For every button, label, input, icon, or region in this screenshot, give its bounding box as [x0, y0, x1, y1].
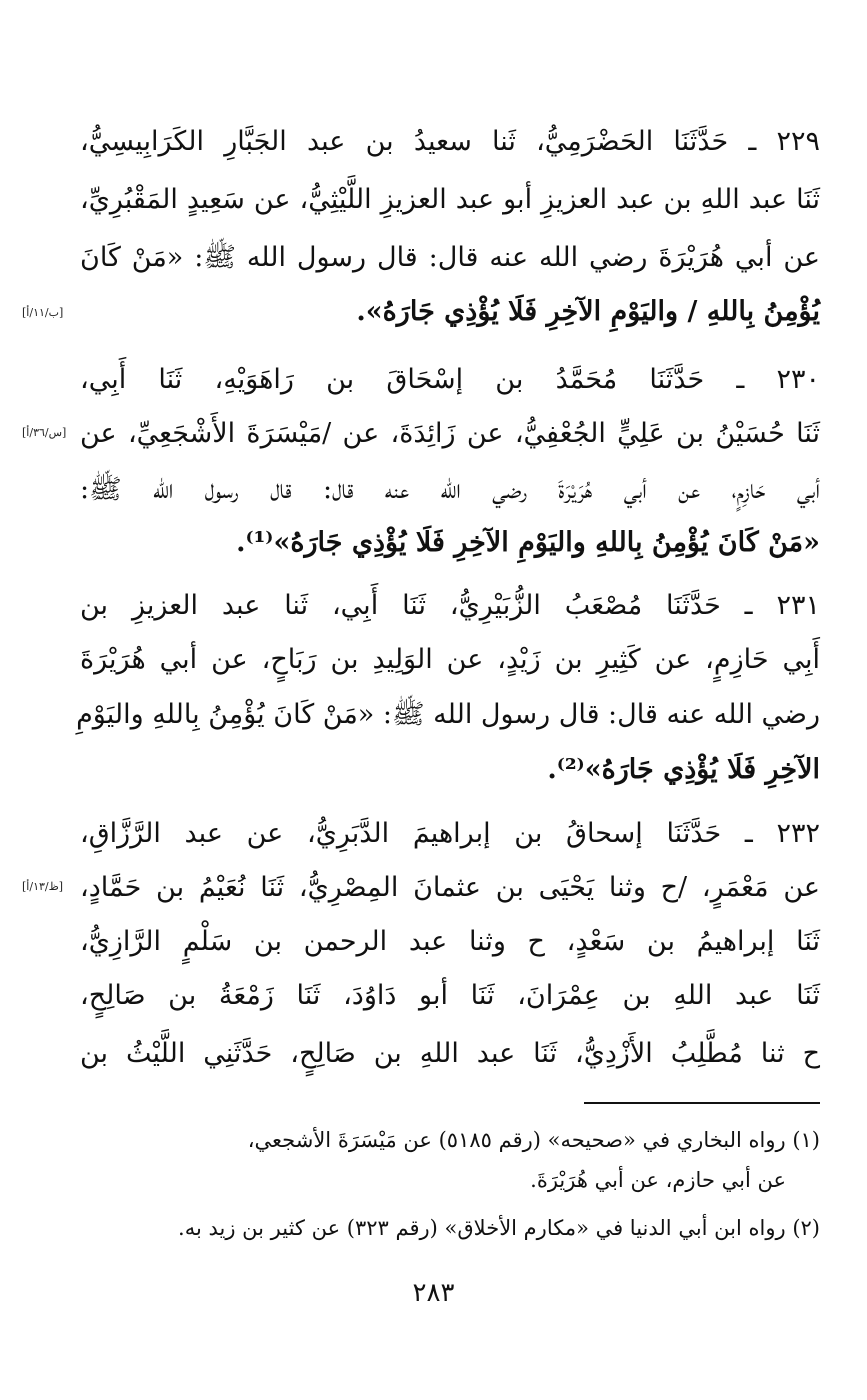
hadith-230-line-3: أبي حَازِمٍ، عن أبي هُرَيْرَةَ رضي الله عنه قال: قال رسول الله ﷺ:	[80, 474, 820, 505]
hadith-230-line-4: «مَنْ كَانَ يُؤْمِنُ بِاللهِ واليَوْمِ الآخِرِ فَلَا يُؤْذِي جَارَهُ»⁽¹⁾.	[236, 527, 820, 558]
hadith-232-line-2: عن مَعْمَرٍ، /ح وثنا يَحْيَى بن عثمانَ المِصْرِيُّ، ثَنَا نُعَيْمُ بن حَمَّادٍ،	[80, 872, 820, 903]
hadith-231-line-4: الآخِرِ فَلَا يُؤْذِي جَارَهُ»⁽²⁾.	[547, 754, 820, 785]
hadith-231-line-2: أَبِي حَازِمٍ، عن كَثِيرِ بن زَيْدٍ، عن الوَلِيدِ بن رَبَاحٍ، عن أبي هُرَيْرَةَ	[80, 644, 820, 675]
hadith-232-line-3: ثَنَا إبراهيمُ بن سَعْدٍ، ح وثنا عبد الرحمن بن سَلْمٍ الرَّازِيُّ،	[80, 926, 820, 957]
hadith-229-line-4: يُؤْمِنُ بِاللهِ / واليَوْمِ الآخِرِ فَلَا يُؤْذِي جَارَهُ».	[356, 296, 820, 327]
page-number: ٢٨٣	[412, 1278, 455, 1308]
hadith-230-line-1: ٢٣٠ ـ حَدَّثَنَا مُحَمَّدُ بن إسْحَاقَ بن رَاهَوَيْهِ، ثَنَا أَبِي،	[80, 364, 820, 395]
hadith-232-line-4: ثَنَا عبد اللهِ بن عِمْرَانَ، ثَنَا أبو دَاوُدَ، ثَنَا زَمْعَةُ بن صَالِحٍ،	[80, 980, 820, 1011]
footnote-2: (٢) رواه ابن أبي الدنيا في «مكارم الأخلاق» (رقم ٣٢٣) عن كثير بن زيد به.	[178, 1216, 820, 1240]
hadith-232-line-1: ٢٣٢ ـ حَدَّثَنَا إسحاقُ بن إبراهيمَ الدَّبَرِيُّ، عن عبد الرَّزَّاقِ،	[80, 818, 820, 849]
hadith-231-line-1: ٢٣١ ـ حَدَّثَنَا مُصْعَبُ الزُّبَيْرِيُّ، ثَنَا أَبِي، ثَنا عبد العزيزِ بن	[80, 590, 820, 621]
hadith-229-line-2: ثَنَا عبد اللهِ بن عبد العزيزِ أبو عبد العزيزِ اللَّيْثِيُّ، عن سَعِيدٍ المَقْبُرِيِّ،	[80, 184, 820, 215]
hadith-232-line-5: ح ثنا مُطَّلِبُ الأَزْدِيُّ، ثَنَا عبد اللهِ بن صَالِحٍ، حَدَّثَنِي اللَّيْثُ بن	[80, 1038, 820, 1069]
margin-ref-manuscript-z: [ظ/١٣/أ]	[22, 880, 64, 893]
hadith-229-line-1: ٢٢٩ ـ حَدَّثَنَا الحَضْرَمِيُّ، ثَنا سعيدُ بن عبد الجَبَّارِ الكَرَابِيسِيُّ،	[80, 126, 820, 157]
margin-ref-manuscript-b: [ب/١١/أ]	[22, 306, 64, 319]
hadith-231-line-3: رضي الله عنه قال: قال رسول الله ﷺ: «مَنْ كَانَ يُؤْمِنُ بِاللهِ واليَوْمِ	[76, 699, 820, 730]
footnote-separator	[584, 1102, 820, 1104]
margin-ref-manuscript-s: [س/٣٦/أ]	[22, 426, 67, 439]
footnote-1-line-1: (١) رواه البخاري في «صحيحه» (رقم ٥١٨٥) عن مَيْسَرَةَ الأشجعي،	[247, 1128, 820, 1152]
hadith-230-line-2: ثَنَا حُسَيْنُ بن عَلِيٍّ الجُعْفِيُّ، عن زَائِدَةَ، عن /مَيْسَرَةَ الأَشْجَعِيِّ، عن	[80, 418, 820, 449]
footnote-1-line-2: عن أبي حازم، عن أبي هُرَيْرَةَ.	[530, 1168, 786, 1192]
hadith-229-line-3: عن أبي هُرَيْرَةَ رضي الله عنه قال: قال رسول الله ﷺ: «مَنْ كَانَ	[80, 242, 820, 273]
